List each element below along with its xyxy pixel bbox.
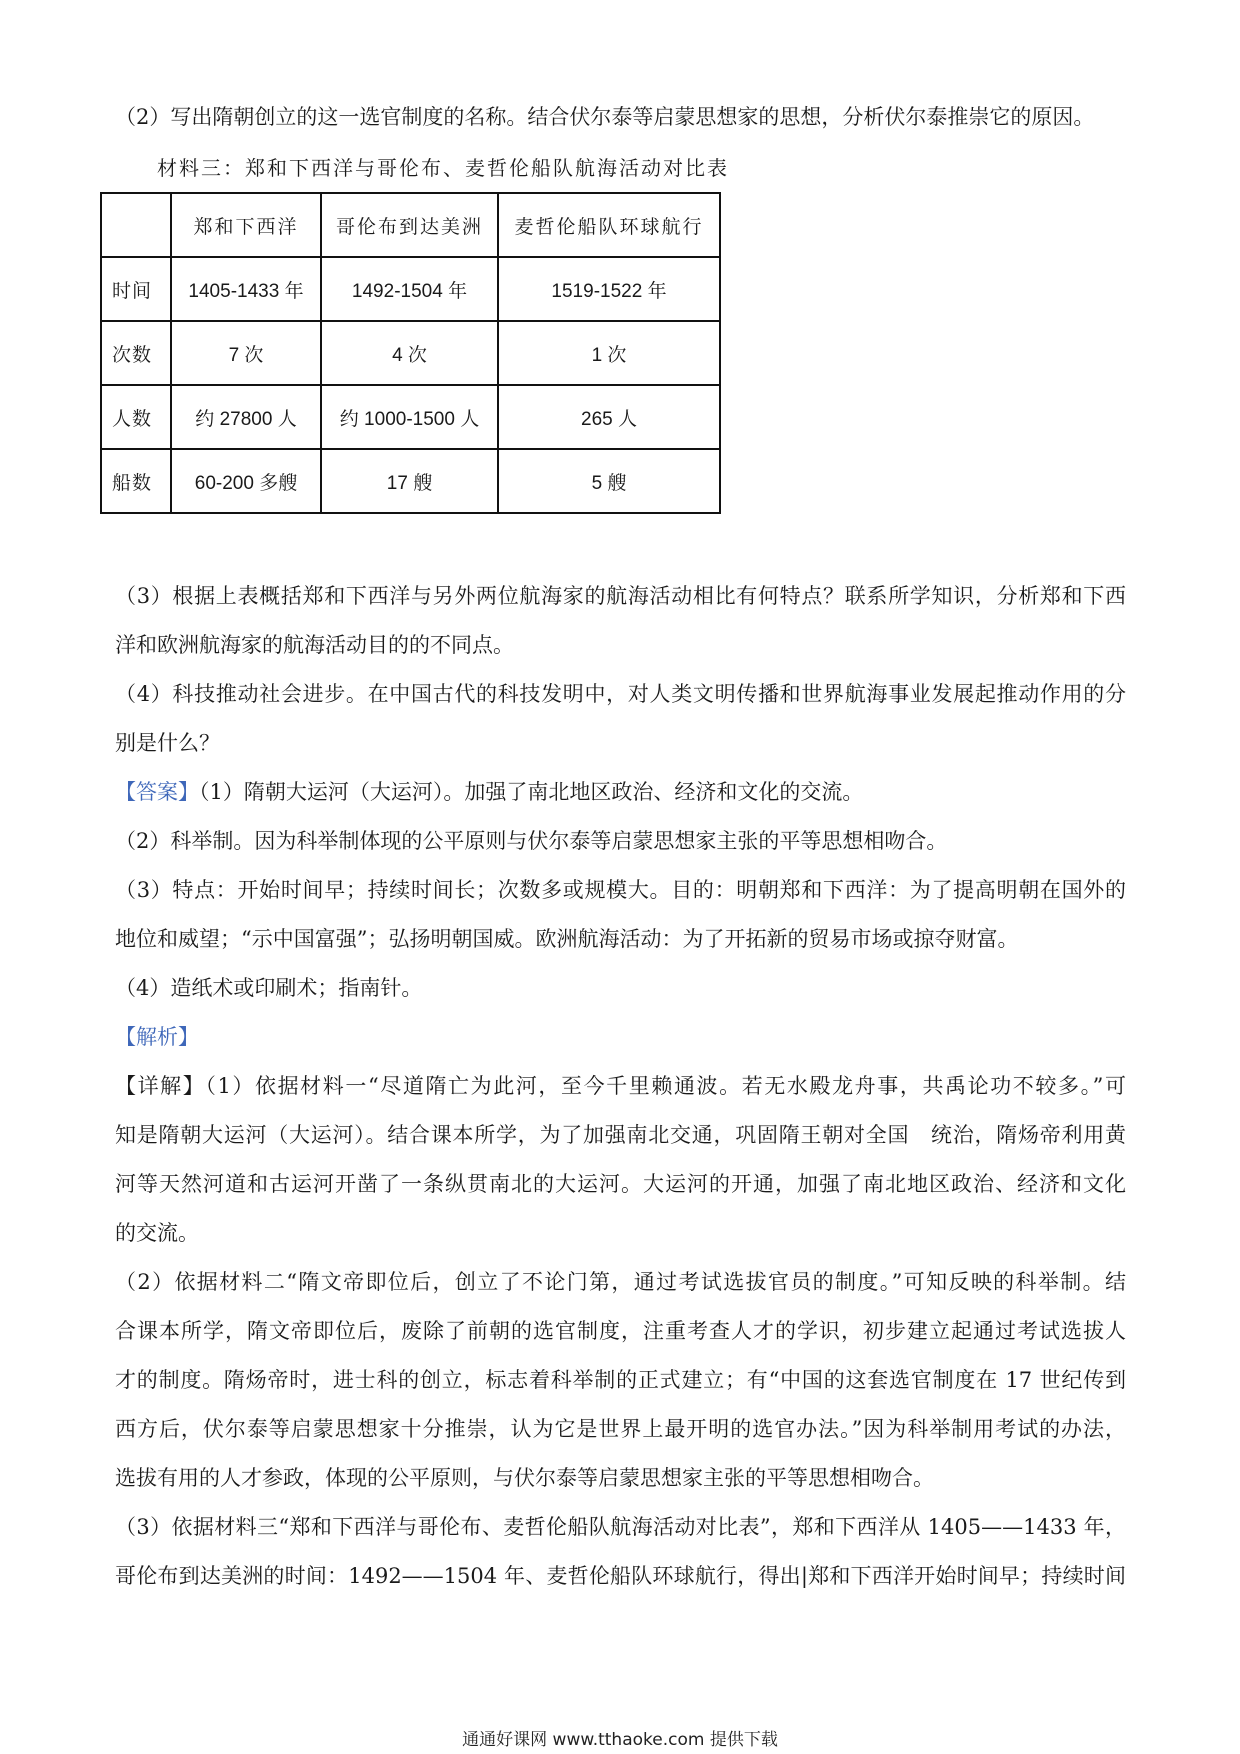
detail-2-line: 才的制度。隋炀帝时，进士科的创立，标志着科举制的正式建立；有“中国的这套选官制度在 17 世纪传到 (115, 1368, 1126, 1392)
table-row (101, 385, 720, 449)
table-row-label: 人数 (101, 385, 171, 449)
question-2-block (115, 93, 1126, 142)
answer-3-line: （3）特点：开始时间早；持续时间长；次数多或规模大。目的：明朝郑和下西洋：为了提高明朝在国外的 (115, 878, 1126, 902)
answer-4-text: （4）造纸术或印刷术；指南针。 (115, 976, 423, 1000)
answer-tag: 【答案】 (115, 780, 199, 804)
table-cell: 1 次 (498, 321, 720, 385)
detail-3-line: 哥伦布到达美洲的时间：1492——1504 年、麦哲伦船队环球航行，得出|郑和下西洋开始时间早；持续时间 (115, 1564, 1126, 1588)
answer-2-text: （2）科举制。因为科举制体现的公平原则与伏尔泰等启蒙思想家主张的平等思想相吻合。 (115, 829, 948, 853)
table-cell: 1492-1504 年 (321, 257, 498, 321)
detail-tag: 【详解】 (115, 1074, 206, 1098)
detail-1-first-line (115, 1062, 1126, 1111)
question-2-text: （2）写出隋朝创立的这一选官制度的名称。结合伏尔泰等启蒙思想家的思想，分析伏尔泰推崇它的原因。 (115, 105, 1095, 129)
table-cell: 17 艘 (321, 449, 498, 513)
answer-line-1 (115, 768, 1126, 817)
detail-2-line: 合课本所学，隋文帝即位后，废除了前朝的选官制度，注重考查人才的学识，初步建立起通过考试选拔人 (115, 1319, 1126, 1343)
detail-2-line: 选拔有用的人才参政，体现的公平原则，与伏尔泰等启蒙思想家主张的平等思想相吻合。 (115, 1466, 934, 1490)
detail-3-line: （3）依据材料三“郑和下西洋与哥伦布、麦哲伦船队航海活动对比表”，郑和下西洋从 1405——1433 年， (115, 1515, 1126, 1539)
table-cell: 7 次 (171, 321, 321, 385)
detail-2-line: （2）依据材料二“隋文帝即位后，创立了不论门第，通过考试选拔官员的制度。”可知反映的科举制。结 (115, 1270, 1126, 1294)
table-header-row (101, 193, 720, 257)
footer-source-text: 通通好课网 www.tthaoke.com 提供下载 (462, 1730, 778, 1750)
detail-1-line: 河等天然河道和古运河开凿了一条纵贯南北的大运河。大运河的开通，加强了南北地区政治、经济和文化 (115, 1172, 1126, 1196)
table-header-cell: 郑和下西洋 (171, 193, 321, 257)
table-row (101, 257, 720, 321)
table-cell: 265 人 (498, 385, 720, 449)
table-cell: 约 27800 人 (171, 385, 321, 449)
question-3-line: 洋和欧洲航海家的航海活动目的的不同点。 (115, 633, 514, 657)
analysis-line (115, 1013, 1126, 1062)
table-header-cell: 麦哲伦船队环球航行 (498, 193, 720, 257)
voyage-comparison-table (100, 192, 721, 514)
table-row-label: 次数 (101, 321, 171, 385)
question-4-line: 别是什么？ (115, 731, 220, 755)
table-row (101, 449, 720, 513)
detail-1-line: 知是隋朝大运河（大运河）。结合课本所学，为了加强南北交通，巩固隋王朝对全国 统治，隋炀帝利用黄 (115, 1123, 1126, 1147)
table-cell: 1405-1433 年 (171, 257, 321, 321)
detail-1-text: （1）依据材料一“尽道隋亡为此河，至今千里赖通波。若无水殿龙舟事，共禹论功不较多。”可 (205, 1074, 1126, 1098)
table-cell: 5 艘 (498, 449, 720, 513)
analysis-tag: 【解析】 (115, 1025, 199, 1049)
main-text-block (115, 572, 1126, 1601)
table-row-label: 船数 (101, 449, 171, 513)
answer-1-text: （1）隋朝大运河（大运河）。加强了南北地区政治、经济和文化的交流。 (199, 780, 864, 804)
table-cell: 4 次 (321, 321, 498, 385)
table-cell: 60-200 多艘 (171, 449, 321, 513)
table-cell: 约 1000-1500 人 (321, 385, 498, 449)
table-corner-cell (101, 193, 171, 257)
detail-2-line: 西方后，伏尔泰等启蒙思想家十分推崇，认为它是世界上最开明的选官办法。”因为科举制用考试的办法， (115, 1417, 1126, 1441)
table-row-label: 时间 (101, 257, 171, 321)
table-row (101, 321, 720, 385)
material-3-caption: 材料三：郑和下西洋与哥伦布、麦哲伦船队航海活动对比表 (157, 156, 729, 180)
table-header-cell: 哥伦布到达美洲 (321, 193, 498, 257)
answer-3-line: 地位和威望；“示中国富强”；弘扬明朝国威。欧洲航海活动：为了开拓新的贸易市场或掠夺财富。 (115, 927, 1019, 951)
question-4-line: （4）科技推动社会进步。在中国古代的科技发明中，对人类文明传播和世界航海事业发展起推动作用的分 (115, 682, 1126, 706)
question-3-line: （3）根据上表概括郑和下西洋与另外两位航海家的航海活动相比有何特点？联系所学知识，分析郑和下西 (115, 584, 1126, 608)
table-cell: 1519-1522 年 (498, 257, 720, 321)
detail-1-line: 的交流。 (115, 1221, 199, 1245)
